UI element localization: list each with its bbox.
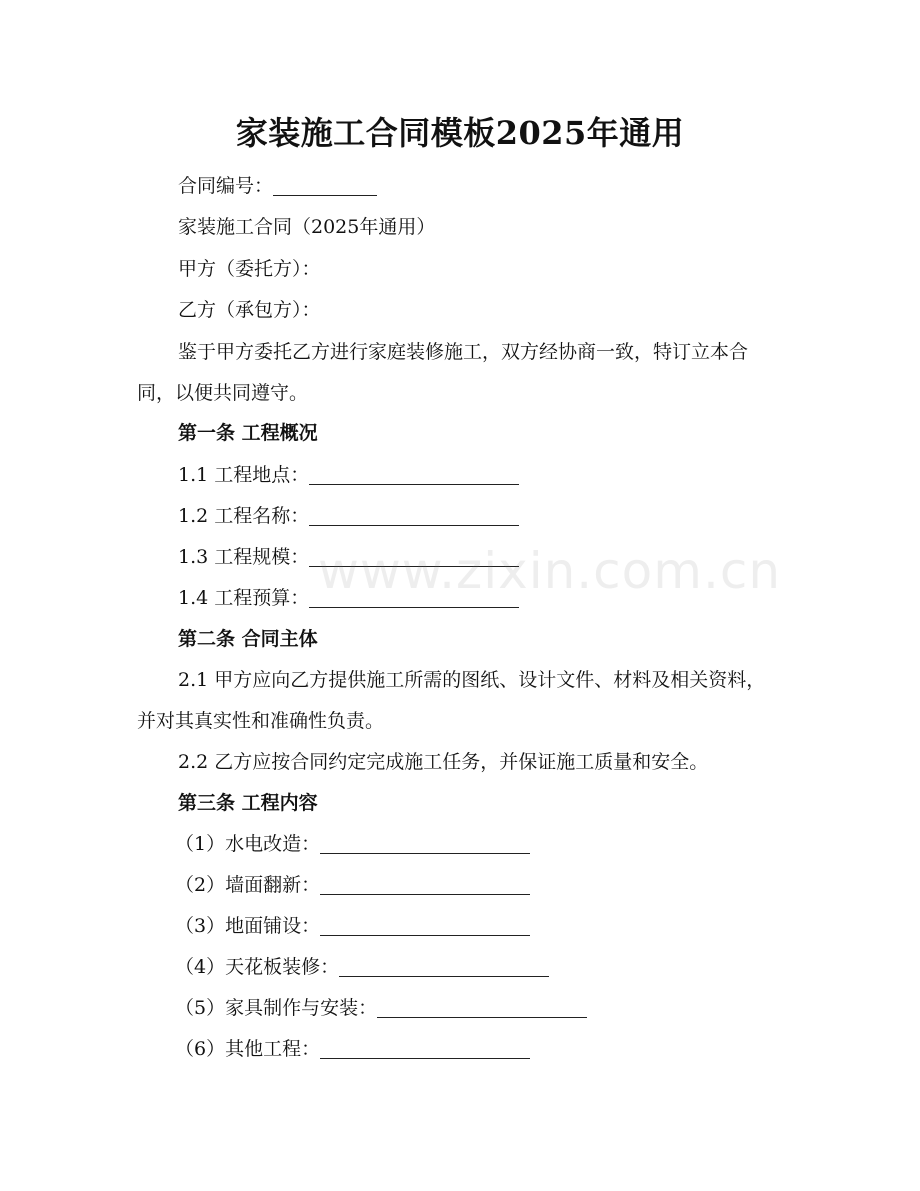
- party-b-line: 乙方（承包方）：: [178, 299, 321, 321]
- fill-blank[interactable]: [309, 462, 519, 485]
- article-3-item: [137, 906, 825, 947]
- article-1-item: [137, 455, 828, 496]
- preamble-paragraph: 鉴于甲方委托乙方进行家庭装修施工，双方经协商一致，特订立本合同，以便共同遵守。: [137, 341, 749, 404]
- contract-number-label: 合同编号：: [178, 175, 274, 197]
- article-3-item: [137, 947, 825, 988]
- item-label: （1）水电改造：: [175, 833, 321, 855]
- article-3-heading: 第三条 工程内容: [178, 792, 318, 814]
- article-1-item: [137, 496, 828, 537]
- article-1-item: [137, 578, 828, 619]
- article-3-item: [137, 1029, 825, 1070]
- article-1-heading: 第一条 工程概况: [178, 422, 318, 444]
- document-title: 家装施工合同模板2025年通用: [235, 114, 685, 152]
- article-3-item: [137, 988, 825, 1029]
- contract-number-line: [137, 166, 828, 207]
- item-label: （3）地面铺设：: [175, 915, 321, 937]
- article-1-item: [137, 537, 828, 578]
- article-3-item: [137, 824, 825, 865]
- item-label: 1.4 工程预算：: [178, 587, 310, 609]
- article-2-heading: 第二条 合同主体: [178, 628, 318, 650]
- fill-blank[interactable]: [320, 831, 530, 854]
- item-label: 1.1 工程地点：: [178, 464, 310, 486]
- item-label: 1.2 工程名称：: [178, 505, 310, 527]
- article-2-paragraph-1: 2.1 甲方应向乙方提供施工所需的图纸、设计文件、材料及相关资料，并对其真实性和准确性负责。: [137, 669, 766, 732]
- article-3-item: [137, 865, 825, 906]
- fill-blank[interactable]: [309, 503, 519, 526]
- contract-subtitle: 家装施工合同（2025年通用）: [178, 216, 436, 238]
- article-2-paragraph-2: 2.2 乙方应按合同约定完成施工任务，并保证施工质量和安全。: [178, 751, 709, 773]
- item-label: （2）墙面翻新：: [175, 874, 321, 896]
- item-label: （6）其他工程：: [175, 1038, 321, 1060]
- fill-blank[interactable]: [320, 872, 530, 895]
- watermark-text: www.zixin.com.cn: [318, 542, 782, 600]
- item-label: （5）家具制作与安装：: [175, 997, 378, 1019]
- party-a-line: 甲方（委托方）：: [178, 258, 321, 280]
- fill-blank[interactable]: [309, 585, 519, 608]
- contract-number-blank[interactable]: [273, 173, 377, 196]
- fill-blank[interactable]: [309, 544, 519, 567]
- item-label: 1.3 工程规模：: [178, 546, 310, 568]
- fill-blank[interactable]: [377, 995, 587, 1018]
- fill-blank[interactable]: [320, 1036, 530, 1059]
- item-label: （4）天花板装修：: [175, 956, 340, 978]
- fill-blank[interactable]: [339, 954, 549, 977]
- fill-blank[interactable]: [320, 913, 530, 936]
